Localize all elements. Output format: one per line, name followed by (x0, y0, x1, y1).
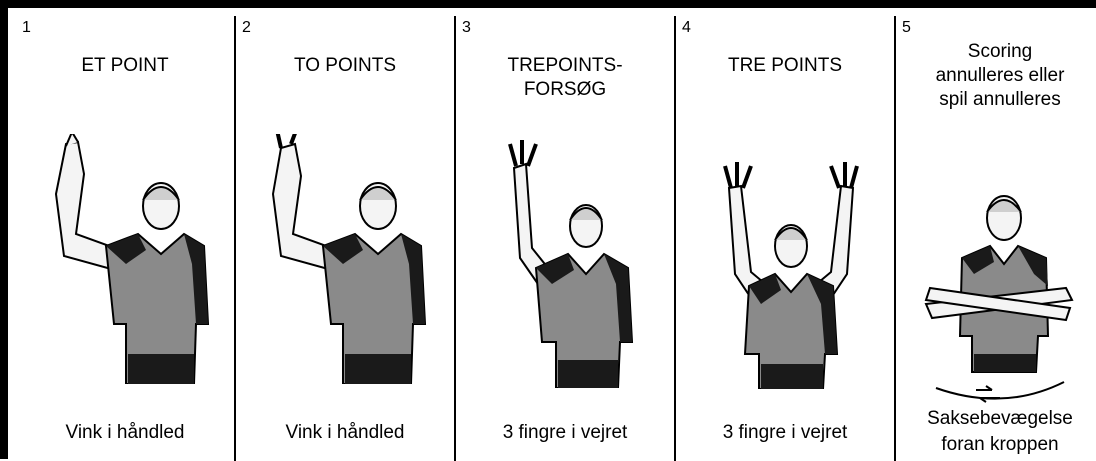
signal-caption: 3 fingre i vejret (722, 422, 848, 443)
signal-caption: 3 fingre i vejret (502, 422, 628, 443)
signal-caption: Vink i håndled (65, 422, 185, 443)
two-fingers-icon (251, 134, 441, 384)
panel-number: 5 (902, 19, 911, 36)
signal-title: TRE POINTS (727, 55, 842, 76)
panel-number: 4 (682, 19, 691, 36)
signal-caption: Saksebevægelse foran kroppen (927, 408, 1073, 455)
panel-number: 1 (22, 19, 31, 36)
three-fingers-two-arms-icon (701, 154, 881, 389)
signal-panel-one-point (16, 16, 236, 461)
signal-title: Scoring annulleres eller spil annulleres (935, 41, 1065, 110)
signal-caption: Vink i håndled (285, 422, 405, 443)
three-fingers-one-arm-icon (486, 128, 656, 388)
signal-panel-two-points (236, 16, 456, 461)
signal-panel-three-point-attempt (456, 16, 676, 461)
crossed-arms-icon (916, 176, 1086, 406)
panel-number: 2 (242, 19, 251, 36)
one-finger-icon (36, 134, 226, 384)
signal-title: TREPOINTS- FORSØG (507, 55, 623, 100)
signal-title: TO POINTS (293, 55, 397, 76)
signal-panel-score-cancelled (896, 16, 1096, 461)
panel-number: 3 (462, 19, 471, 36)
signal-title: ET POINT (81, 55, 169, 76)
signal-panel-three-points (676, 16, 896, 461)
signals-row (16, 16, 1096, 461)
